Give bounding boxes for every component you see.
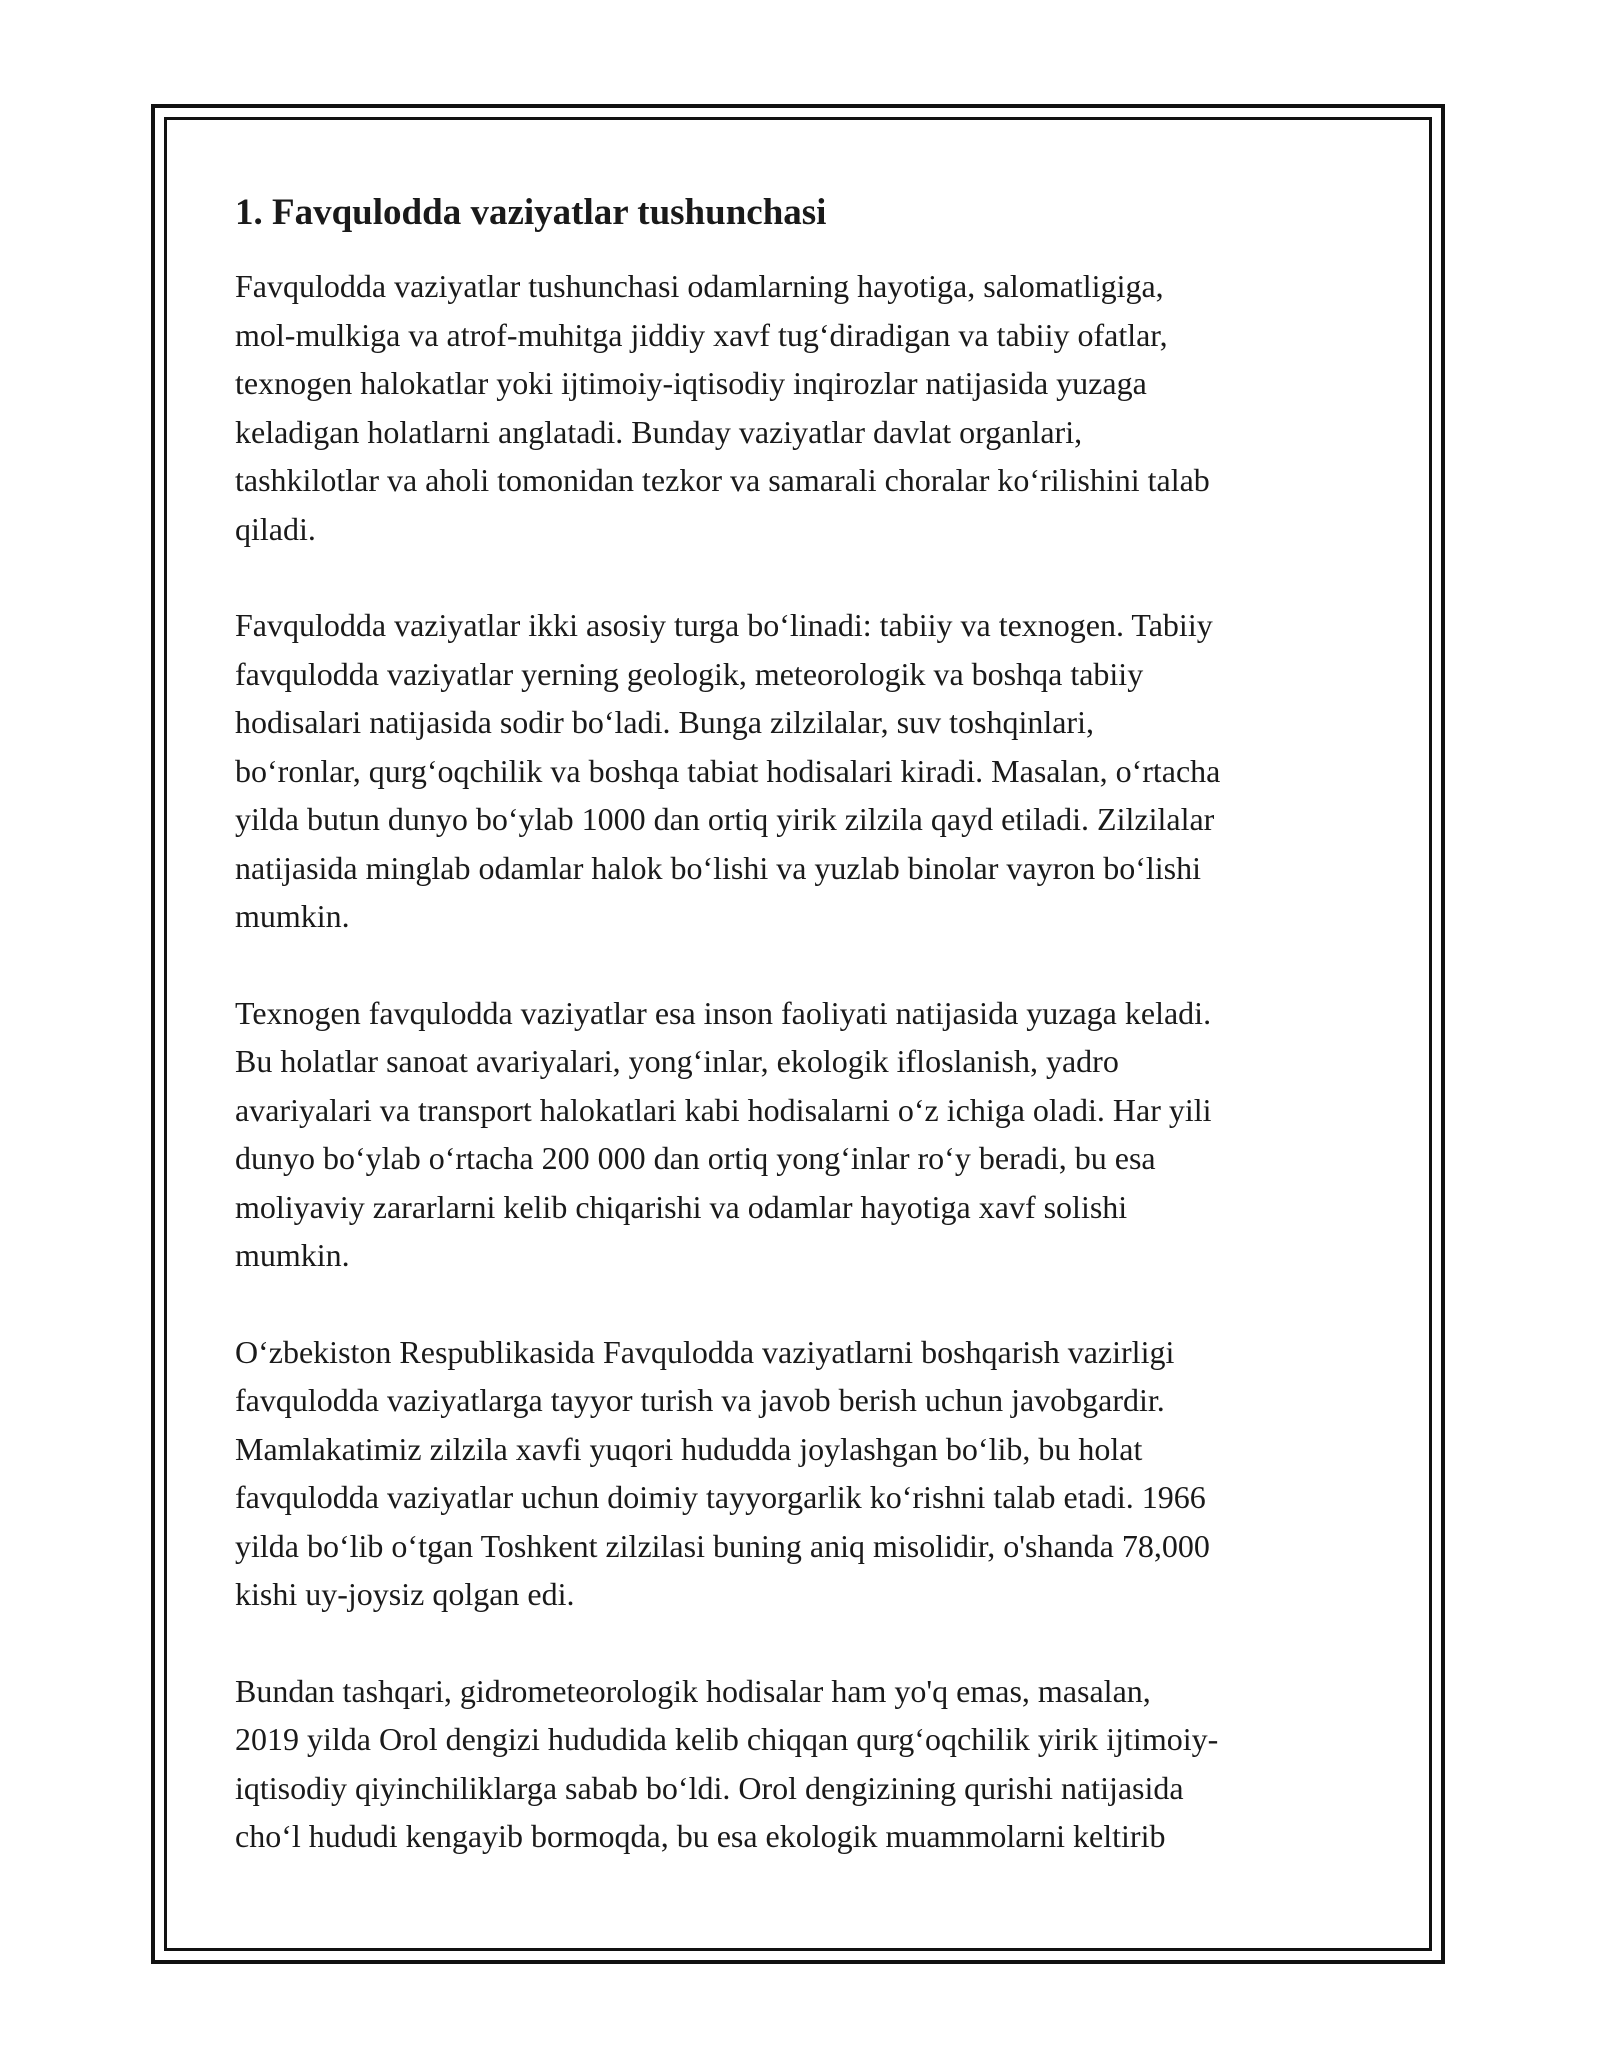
text-line: mumkin. [235,898,350,934]
text-line: moliyaviy zararlarni kelib chiqarishi va odamlar hayotiga xavf solishi [235,1188,1128,1225]
text-line: Bundan tashqari, gidrometeorologik hodisalar ham yo'q emas, masalan, [235,1672,1151,1709]
text-line: keladigan holatlarni anglatadi. Bunday vaziyatlar davlat organlari, [235,413,1083,450]
text-line: yilda butun dunyo bo‘ylab 1000 dan ortiq yirik zilzila qayd etiladi. Zilzilalar [235,801,1215,837]
text-line: hodisalari natijasida sodir bo‘ladi. Bunga zilzilalar, suv toshqinlari, [235,704,1094,740]
text-line: bo‘ronlar, qurg‘oqchilik va boshqa tabiat hodisalari kiradi. Masalan, o‘rtacha [235,752,1221,789]
text-line: texnogen halokatlar yoki ijtimoiy-iqtisodiy inqirozlar natijasida yuzaga [235,365,1147,401]
text-line: Mamlakatimiz zilzila xavfi yuqori hududda joylashgan bo‘lib, bu holat [235,1430,1143,1467]
text-line: iqtisodiy qiyinchiliklarga sabab bo‘ldi. Orol dengizining qurishi natijasida [235,1769,1184,1806]
text-line: 2019 yilda Orol dengizi hududida kelib chiqqan qurg‘oqchilik yirik ijtimoiy- [235,1721,1219,1757]
text-line: mumkin. [235,1237,350,1273]
text-line: favqulodda vaziyatlar uchun doimiy tayyorgarlik ko‘rishni talab etadi. 1966 [235,1479,1206,1515]
text-line: cho‘l hududi kengayib bormoqda, bu esa ekologik muammolarni keltirib [235,1818,1166,1854]
text-line: Texnogen favqulodda vaziyatlar esa inson faoliyati natijasida yuzaga keladi. [235,994,1212,1031]
text-line: Favqulodda vaziyatlar ikki asosiy turga bo‘linadi: tabiiy va texnogen. Tabiiy [235,607,1213,643]
paragraph-technogenic [235,989,1375,1280]
paragraph-natural-types [235,601,1375,941]
text-line: favqulodda vaziyatlarga tayyor turish va javob berish uchun javobgardir. [235,1382,1165,1418]
text-line: dunyo bo‘ylab o‘rtacha 200 000 dan ortiq yong‘inlar ro‘y beradi, bu esa [235,1140,1156,1176]
text-line: Favqulodda vaziyatlar tushunchasi odamlarning hayotiga, salomatligiga, [235,268,1164,304]
paragraph-hydrometeorological [235,1667,1375,1861]
text-line: favqulodda vaziyatlar yerning geologik, meteorologik va boshqa tabiiy [235,655,1144,692]
paragraph-uzbekistan [235,1328,1375,1619]
section-heading: 1. Favqulodda vaziyatlar tushunchasi [235,192,827,233]
text-line: kishi uy-joysiz qolgan edi. [235,1576,575,1612]
document-content [235,188,1375,1909]
text-line: Bu holatlar sanoat avariyalari, yong‘inlar, ekologik ifloslanish, yadro [235,1043,1119,1079]
text-line: mol-mulkiga va atrof-muhitga jiddiy xavf tug‘diradigan va tabiiy ofatlar, [235,316,1168,353]
text-line: O‘zbekiston Respublikasida Favqulodda vaziyatlarni boshqarish vazirligi [235,1333,1175,1370]
text-line: qiladi. [235,510,316,547]
text-line: natijasida minglab odamlar halok bo‘lishi va yuzlab binolar vayron bo‘lishi [235,849,1201,886]
text-line: avariyalari va transport halokatlari kabi hodisalarni o‘z ichiga oladi. Har yili [235,1091,1212,1128]
text-line: tashkilotlar va aholi tomonidan tezkor va samarali choralar ko‘rilishini talab [235,462,1210,498]
paragraph-definition [235,262,1375,553]
text-line: yilda bo‘lib o‘tgan Toshkent zilzilasi buning aniq misolidir, o'shanda 78,000 [235,1527,1210,1564]
